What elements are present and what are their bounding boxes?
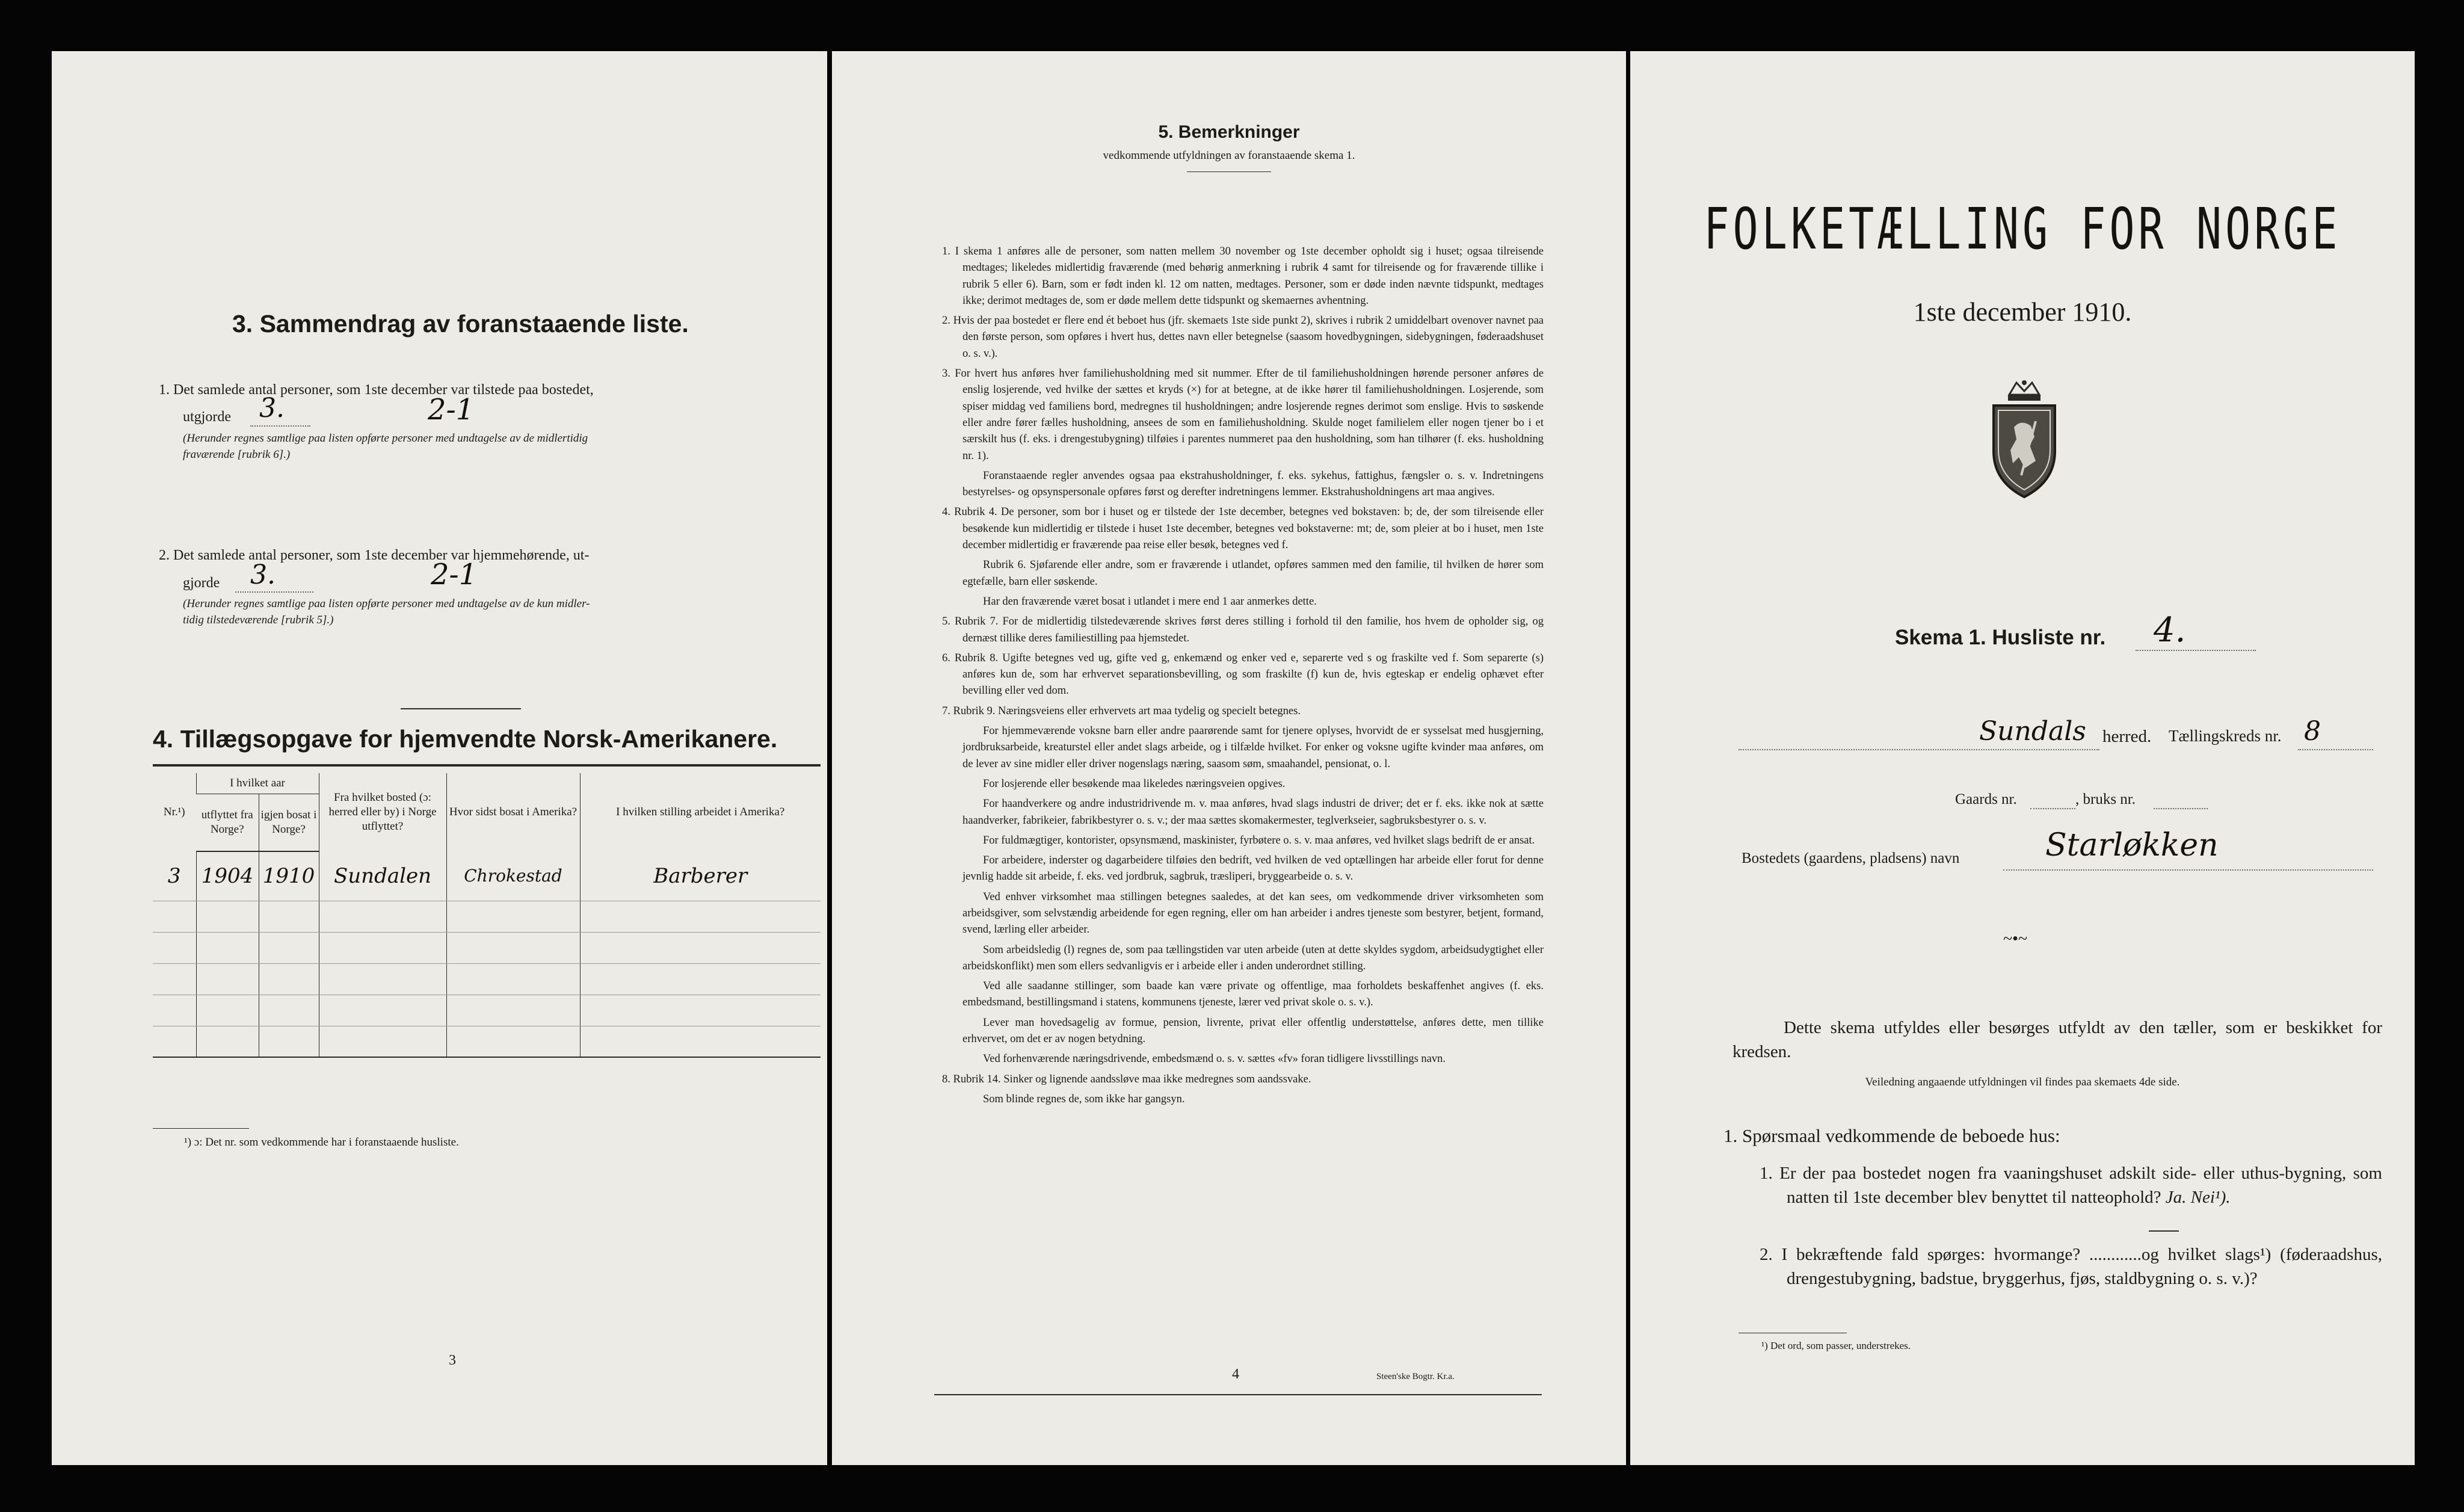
census-date: 1ste december 1910. [1913,297,2132,327]
col-nr-header: Nr.¹) [163,806,185,818]
remark-item: Som blinde regnes de, som ikke har gangsyn. [983,1093,1185,1105]
remark-item: 6. Rubrik 8. Ugifte betegnes ved ug, gifte ved g, enkemænd og enker ved e, separerte ved s og fraskilte ved f. Som separerte (s) anføres kun de, som har erhvervet separationsbevilling, og som fraskilte (f) kun de, hvis egteskap er endelig ophævet efter bevilling eller ved dom. [942,652,1544,697]
remark-item: For haandverkere og andre industridrivende m. v. maa anføres, hvad slags industri de driver; det er f. eks. ikke nok at sætte haandverker, fabrikeier, fabrikbestyrer o. s. v.; der maa sættes skomakermester, teglverkseier, sagbruksbestyrer o. s. v. [962,798,1544,827]
section-3-title: 3. Sammendrag av foranstaaende liste. [232,310,689,338]
remark-item: For arbeidere, inderster og dagarbeidere tilføies den bedrift, ved hvilken de ved optællingen har arbeide eller forut for denne jevnlig hadde sit arbeide, f. eks. ved jordbruk, sagbruk, træsliperi, bryggearbeide o. s. v. [962,854,1544,883]
bosted-label: Bostedets (gaardens, pladsens) navn [1742,850,1960,866]
remark-item: Ved forhenværende næringsdrivende, embedsmænd o. s. v. sættes «fv» foran tidligere livsstillings navn. [983,1053,1446,1066]
kreds-line [2298,749,2373,750]
remark-item: Som arbeidsledig (l) regnes de, som paa tællingstiden var uten arbeide (uten at dette skyldes sygdom, arbeidsudygtighet eller arbeidskonflikt) men som ellers sedvanligvis er i arbeide eller i anden underordnet stilling. [962,943,1544,972]
remark-item: 3. For hvert hus anføres hver familiehusholdning med sit nummer. Efter de til familiehusholdningen hørende personer anføres de enslig losjerende, ved hvilke der sættes et kryds (×) for at betegne, at de ikke hører til familiehusholdningen. Losjerende, som spiser middag ved familiens bord, medregnes til husholdningen; andre losjerende regnes derimot som enslige. Hvis to søskende eller andre fører fælles husholdning, ansees de som en familiehusholdning. Skulde noget familielem eller nogen tjener bo i et særskilt hus (f. eks. i drengestubygning) tilføies i parentes nummeret paa den husholdning, som han tilhører (f. eks. husholdning nr. 1). [942,368,1544,462]
herred-label: herred. [2102,727,2152,746]
page-right [1630,51,2415,1465]
cell-nr: 3 [153,851,196,901]
herred-value: Sundals [1979,716,2086,747]
summary-item-1-note: (Herunder regnes samtlige paa listen opførte personer med undtagelse av de midlertidig fraværende [rubrik 6].) [183,432,588,461]
page-middle [832,51,1626,1465]
question-1: 1. Er der paa bostedet nogen fra vaaningshuset adskilt side- eller uthus-bygning, som natten til 1ste december blev benyttet til natteophold? Ja. Nei¹). [1760,1164,2382,1207]
bruks-line [2154,808,2208,809]
table-row [153,901,821,932]
col-utflyttet-header: utflyttet fra Norge? [196,794,259,851]
remark-item: For fuldmægtiger, kontorister, opsynsmænd, maskinister, fyrbøtere o. s. v. maa anføres, ved hvilket slags bedrift de er ansat. [983,834,1535,847]
printer-imprint: Steen'ske Bogtr. Kr.a. [1376,1372,1455,1381]
col-igjen-header: igjen bosat i Norge? [259,794,319,851]
intro-text: Dette skema utfyldes eller besørges utfyldt av den tæller, som er beskikket for kredsen. [1732,1018,2382,1061]
remark-item: 8. Rubrik 14. Sinker og lignende aandssløve maa ikke medregnes som aandssvake. [942,1073,1311,1085]
remark-item: Lever man hovedsagelig av formue, pension, livrente, privat eller offentlig understøttelse, anføres dette, men tillike erhvervet, om det er av nogen betydning. [962,1016,1544,1046]
footnote: ¹) ɔ: Det nr. som vedkommende har i foranstaaende husliste. [184,1136,459,1149]
cell-igjen: 1910 [259,851,319,901]
remark-item: 5. Rubrik 7. For de midlertidig tilstedeværende skrives først deres stilling i forhold til den familie, hos hvem de opholder sig, og dernæst tillike deres familiestilling paa hjemstedet. [942,616,1544,644]
husliste-line [2136,650,2256,651]
col-year-group-header: I hvilket aar [196,773,319,794]
col-stilling-header: I hvilken stilling arbeidet i Amerika? [580,773,821,851]
col-sidst-header: Hvor sidst bosat i Amerika? [446,773,580,851]
question-2: 2. I bekræftende fald spørges: hvormange? ............og hvilket slags¹) (føderaadshus, drengestubygning, badstue, bryggerhus, fjøs, staldbygning o. s. v.)? [1760,1245,2382,1288]
section-4-rule [153,764,821,767]
remark-item: For hjemmeværende voksne barn eller andre paarørende samt for tjenere oplyses, hvorvidt de er sysselsat med husgjerning, jordbruksarbeide, kreaturstel eller andet slags arbeide, og i tilfælde hvilket. For enker og voksne ugifte kvinder maa anføres, om de lever av sine midler eller driver nogenslags næring, saasom søm, smaahandel, pensionat, o. l. [962,725,1544,770]
summary-item-2-label: gjorde [183,575,220,591]
footnote: ¹) Det ord, som passer, understrekes. [1761,1340,1911,1351]
page-number: 3 [449,1353,456,1368]
gaards-label: Gaards nr. [1955,791,2017,807]
bosted-value: Starløkken [2045,827,2219,863]
summary-item-2-note: (Herunder regnes samtlige paa listen opførte personer med undtagelse av de kun midler- tidig tilstedeværende [rubrik 5].) [183,597,590,626]
remark-item: 1. I skema 1 anføres alle de personer, som natten mellem 30 november og 1ste december opholdt sig i huset; ogsaa tilreisende medtages; likeledes midlertidig fraværende (med behørig anmerkning i rubrik 4 samt for tilreisende og for fraværende tillike i rubrik 5 eller 6). Barn, som er født inden kl. 12 om natten, medtages. Personer, som er døde inden nævnte tidspunkt, medtages ikke; derimot medtages de, som er døde mellem dette tidspunkt og skemaernes avhentning. [942,245,1544,307]
cell-stilling: Barberer [580,851,821,901]
table-row [153,963,821,995]
answer-underline [2149,1230,2179,1232]
question-1-answer: Ja. Nei¹). [2165,1188,2231,1207]
footnote-rule [153,1128,249,1129]
col-bosted-header: Fra hvilket bosted (ɔ: herred eller by) i Norge utflyttet? [319,773,446,851]
cell-sidst: Chrokestad [446,851,580,901]
coat-of-arms-icon [1985,379,2063,499]
remark-item: 4. Rubrik 4. De personer, som bor i huset og er tilstede der 1ste december, betegnes ved bokstaven: b; de, der som tilreisende eller besøkende kun midlertidig er tilstede i huset 1ste december, betegnes ved bokstaverne: mt; de, som pleier at bo i huset, men 1ste december midlertidig er fraværende paa reise eller besøk, betegnes ved f. [942,506,1544,552]
question-heading: 1. Spørsmaal vedkommende de beboede hus: [1723,1125,2060,1146]
bottom-rule [934,1394,1542,1395]
ornament: ~•~ [2003,930,2028,948]
section-4-title: 4. Tillægsopgave for hjemvendte Norsk-Amerikanere. [153,725,778,753]
page-number: 4 [1232,1366,1239,1382]
remark-item: Foranstaaende regler anvendes ogsaa paa ekstrahusholdninger, f. eks. sykehus, fattighus, fængsler o. s. v. Indretningens bestyrelses- og opsynspersonale opføres først og derefter indretningens lemmer. Ekstrahusholdningens art maa angives. [962,469,1544,499]
remarks-list [942,244,1544,1111]
norsk-amerikanere-table [153,773,821,1058]
summary-item-1-value: 3. [259,393,285,424]
remark-item: 2. Hvis der paa bostedet er flere end ét beboet hus (jfr. skemaets 1ste side punkt 2), skrives i rubrik 2 umiddelbart ovenover navnet paa den første person, som opføres i hvert hus, dettes navn eller betegnelse (saasom hovedbygningen, sidebygningen, føderaadshuset o. s. v.). [942,315,1544,360]
remark-item: Ved enhver virksomhet maa stillingen betegnes saaledes, at det kan sees, om vedkommende driver virksomheten som arbeidsgiver, som selvstændig arbeidende for egen regning, eller om han arbeider i andres tjeneste som bestyrer, betjent, formand, svend, lærling eller arbeider. [962,890,1544,936]
skema-label: Skema 1. Husliste nr. [1895,626,2106,649]
kreds-value: 8 [2304,716,2321,747]
summary-item-2-extra: 2-1 [431,558,478,591]
remark-item: Rubrik 6. Sjøfarende eller andre, som er fraværende i utlandet, opføres sammen med den familie, til hvilken de hører som egtefælle, barn eller søskende. [962,559,1544,588]
herred-line [1739,749,2099,750]
remark-item: Ved alle saadanne stillinger, som baade kan være private og offentlige, maa forholdets beskaffenhet angives (f. eks. embedsmand, bestillingsmand i statens, kommunens tjeneste, lærer ved privat skole o. s. v.). [962,980,1544,1009]
bruks-label: , bruks nr. [2075,791,2136,807]
table-row [153,932,821,963]
main-title: FOLKETÆLLING FOR NORGE [1704,196,2341,262]
kreds-label: Tællingskreds nr. [2169,727,2282,745]
separator [401,708,521,709]
summary-item-1-line [250,425,310,427]
summary-item-1-extra: 2-1 [428,393,475,427]
remark-item: For losjerende eller besøkende maa likeledes næringsveien opgives. [983,777,1286,790]
section-5-title: 5. Bemerkninger [1158,122,1300,142]
table-row [153,851,821,901]
veiledning-note: Veiledning angaaende utfyldningen vil findes paa skemaets 4de side. [1865,1076,2180,1088]
cell-bosted: Sundalen [319,851,446,901]
summary-item-2: 2. Det samlede antal personer, som 1ste december var hjemmehørende, ut- [159,548,590,563]
table-row [153,995,821,1026]
husliste-number: 4. [2154,611,2186,650]
summary-item-2-line [235,591,313,593]
page-left [52,51,827,1465]
table-row [153,1026,821,1057]
bosted-line [2003,869,2373,871]
cell-utflyttet: 1904 [196,851,259,901]
remark-item: 7. Rubrik 9. Næringsveiens eller erhvervets art maa tydelig og specielt betegnes. [942,705,1301,717]
gaards-line [2030,808,2075,809]
summary-item-1-label: utgjorde [183,409,231,425]
summary-item-2-value: 3. [250,560,276,590]
remark-item: Har den fraværende været bosat i utlandet i mere end 1 aar anmerkes dette. [983,595,1317,608]
summary-item-1: 1. Det samlede antal personer, som 1ste december var tilstede paa bostedet, [159,382,594,398]
title-rule [1187,171,1271,172]
section-5-subtitle: vedkommende utfyldningen av foranstaaende skema 1. [1103,149,1355,162]
